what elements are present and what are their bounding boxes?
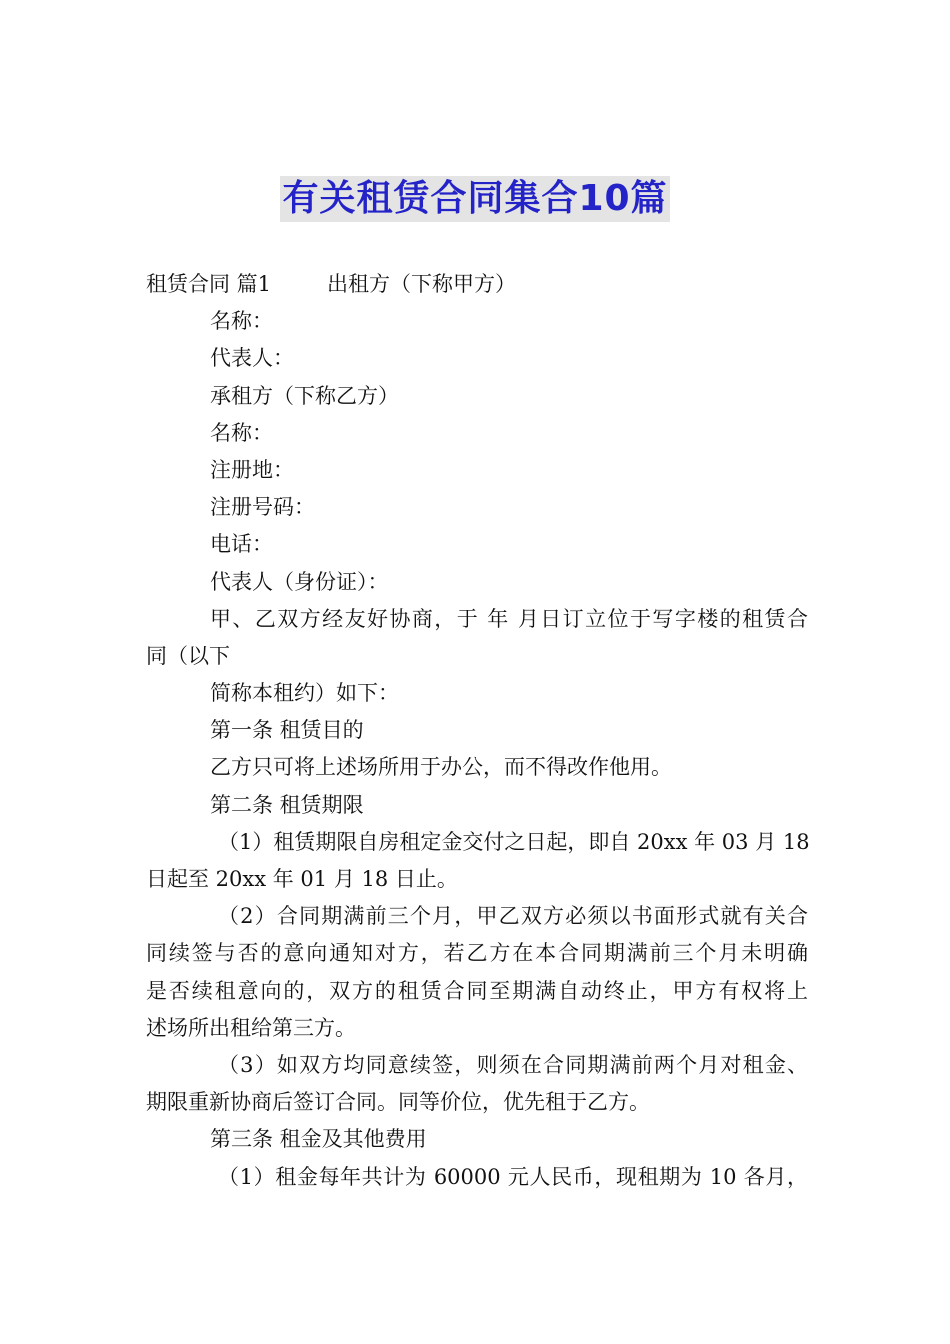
body-line: 第一条 租赁目的 [210, 718, 364, 743]
body-line: 同续签与否的意向通知对方，若乙方在本合同期满前三个月未明确 [146, 941, 808, 966]
body-line: 期限重新协商后签订合同。同等价位，优先租于乙方。 [146, 1090, 650, 1115]
body-line: 简称本租约）如下： [210, 681, 399, 706]
document-title: 有关租赁合同集合10篇 [280, 176, 669, 222]
body-line: 乙方只可将上述场所用于办公，而不得改作他用。 [210, 755, 672, 780]
section-heading: 租赁合同 篇1 [146, 272, 272, 296]
body-line: 第二条 租赁期限 [210, 792, 364, 817]
body-line: （2）合同期满前三个月，甲乙双方必须以书面形式就有关合 [218, 904, 808, 929]
body-line: 是否续租意向的，双方的租赁合同至期满自动终止，甲方有权将上 [146, 978, 808, 1003]
body-line: 电话： [210, 532, 273, 557]
body-line: 名称： [210, 309, 273, 334]
body-line: 甲、乙双方经友好协商，于 年 月日订立位于写字楼的租赁合 [210, 606, 808, 631]
body-line: （1）租金每年共计为 60000 元人民币，现租期为 10 各月， [218, 1164, 808, 1189]
body-line [146, 266, 808, 303]
body-line: 同（以下 [146, 643, 230, 668]
body-line: 述场所出租给第三方。 [146, 1015, 356, 1040]
body-line: （1）租赁期限自房租定金交付之日起，即自 20xx 年 03 月 18 [218, 829, 810, 854]
body-line: 注册号码： [210, 495, 315, 520]
body-line: 日起至 20xx 年 01 月 18 日止。 [146, 867, 458, 891]
body-line: 代表人： [210, 346, 294, 371]
body-line: 名称： [210, 420, 273, 445]
body-line: 第三条 租金及其他费用 [210, 1127, 427, 1152]
body-line: 代表人（身份证）： [210, 569, 389, 594]
document-body [146, 266, 808, 1196]
body-line: 承租方（下称乙方） [210, 383, 399, 408]
title-wrap [0, 176, 950, 222]
body-line: 注册地： [210, 457, 294, 482]
body-line: （3）如双方均同意续签，则须在合同期满前两个月对租金、 [218, 1052, 808, 1077]
lessor-label: 出租方（下称甲方） [327, 272, 517, 296]
